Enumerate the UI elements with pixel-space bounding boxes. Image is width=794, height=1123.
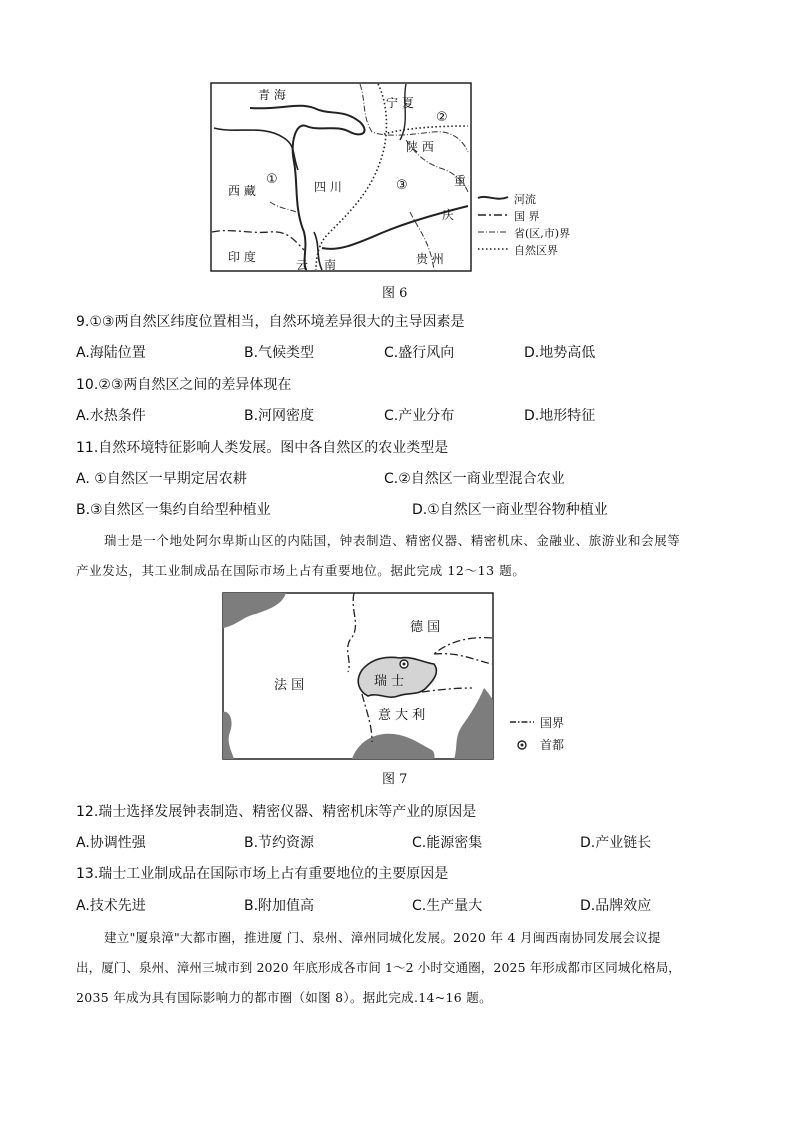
label-yindu: 印 度 xyxy=(228,250,256,264)
figure-6-map xyxy=(210,82,472,272)
question-11-option-c: C.②自然区一商业型混合农业 xyxy=(384,471,565,487)
figure-6-map-svg xyxy=(210,82,472,272)
label-yun: 云 xyxy=(296,258,309,272)
question-11-stem: 11.自然环境特征影响人类发展。图中各自然区的农业类型是 xyxy=(76,440,449,456)
label-xizang: 西 藏 xyxy=(228,184,256,198)
legend-province-border-label: 省(区,市)界 xyxy=(514,227,571,240)
figure-6 xyxy=(210,82,590,302)
question-10-option-a: A.水热条件 xyxy=(76,408,146,424)
label-chong: 重 xyxy=(454,174,467,188)
figure-7 xyxy=(222,592,602,792)
legend-7-border-label: 国界 xyxy=(540,716,565,730)
question-12-option-c: C.能源密集 xyxy=(412,835,483,851)
figure-7-map xyxy=(222,592,494,760)
figure-7-legend xyxy=(508,714,600,758)
passage-xiamen-line-1: 建立"厦泉漳"大都市圈，推进厦 门、泉州、漳州同城化发展。2020 年 4 月闽西南协同发展会议提 xyxy=(104,930,661,945)
question-12-stem: 12.瑞士选择发展钟表制造、精密仪器、精密机床等产业的原因是 xyxy=(76,804,477,820)
question-9-option-b: B.气候类型 xyxy=(244,345,315,361)
label-qing: 庆 xyxy=(442,208,455,222)
question-10-stem: 10.②③两自然区之间的差异体现在 xyxy=(76,377,292,393)
label-qinghai: 青 海 xyxy=(258,88,286,102)
label-switzerland: 瑞 士 xyxy=(374,674,405,689)
label-ningxia: 宁 夏 xyxy=(386,96,414,110)
legend-7-symbols xyxy=(508,714,538,758)
label-guizhou: 贵 州 xyxy=(416,252,444,266)
legend-national-border-label: 国 界 xyxy=(514,210,540,223)
question-9-option-d: D.地势高低 xyxy=(524,345,596,361)
passage-switzerland-line-2: 产业发达，其工业制成品在国际市场上占有重要地位。据此完成 12～13 题。 xyxy=(76,563,526,578)
label-italy: 意 大 利 xyxy=(378,708,426,723)
question-13-option-d: D.品牌效应 xyxy=(580,898,652,914)
legend-symbols xyxy=(476,190,510,260)
label-shaanxi: 陕 西 xyxy=(406,140,434,154)
figure-6-legend xyxy=(476,190,588,260)
legend-natural-zone-label: 自然区界 xyxy=(514,244,558,257)
question-9-option-a: A.海陆位置 xyxy=(76,345,146,361)
question-9-stem: 9.①③两自然区纬度位置相当，自然环境差异很大的主导因素是 xyxy=(76,314,465,330)
question-13-stem: 13.瑞士工业制成品在国际市场上占有重要地位的主要原因是 xyxy=(76,866,449,882)
question-13-option-c: C.生产量大 xyxy=(412,898,483,914)
label-region-2: ② xyxy=(436,110,448,125)
question-10-option-b: B.河网密度 xyxy=(244,408,315,424)
label-germany: 德 国 xyxy=(410,620,441,635)
figure-7-caption: 图 7 xyxy=(382,772,408,787)
question-9-option-c: C.盛行风向 xyxy=(384,345,455,361)
label-sichuan: 四 川 xyxy=(314,180,342,194)
question-10-option-d: D.地形特征 xyxy=(524,408,596,424)
question-11-option-a: A. ①自然区一早期定居农耕 xyxy=(76,471,247,487)
legend-river-label: 河流 xyxy=(514,193,536,206)
legend-river-symbol xyxy=(478,197,508,199)
question-13-option-b: B.附加值高 xyxy=(244,898,315,914)
question-12-option-a: A.协调性强 xyxy=(76,835,146,851)
figure-6-caption: 图 6 xyxy=(382,286,408,301)
question-13-option-a: A.技术先进 xyxy=(76,898,146,914)
legend-7-capital-label: 首都 xyxy=(540,738,565,752)
passage-xiamen-line-2: 出，厦门、泉州、漳州三城市到 2020 年底形成各市间 1～2 小时交通圈，2025 年形成都市区同城化格局， xyxy=(76,960,681,975)
question-11-option-b: B.③自然区一集约自给型种植业 xyxy=(76,502,271,518)
passage-switzerland-line-1: 瑞士是一个地处阿尔卑斯山区的内陆国，钟表制造、精密仪器、精密机床、金融业、旅游业和会展等 xyxy=(104,533,681,548)
question-12-option-d: D.产业链长 xyxy=(580,835,652,851)
question-11-option-d: D.①自然区一商业型谷物种植业 xyxy=(412,502,608,518)
question-12-option-b: B.节约资源 xyxy=(244,835,315,851)
label-france: 法 国 xyxy=(274,678,305,693)
passage-xiamen-line-3: 2035 年成为具有国际影响力的都市圈（如图 8）。据此完成.14~16 题。 xyxy=(76,990,492,1005)
label-region-1: ① xyxy=(266,172,278,187)
question-10-option-c: C.产业分布 xyxy=(384,408,455,424)
label-region-3: ③ xyxy=(396,178,408,193)
label-nan: 南 xyxy=(324,258,337,272)
figure-7-map-svg xyxy=(222,592,494,760)
